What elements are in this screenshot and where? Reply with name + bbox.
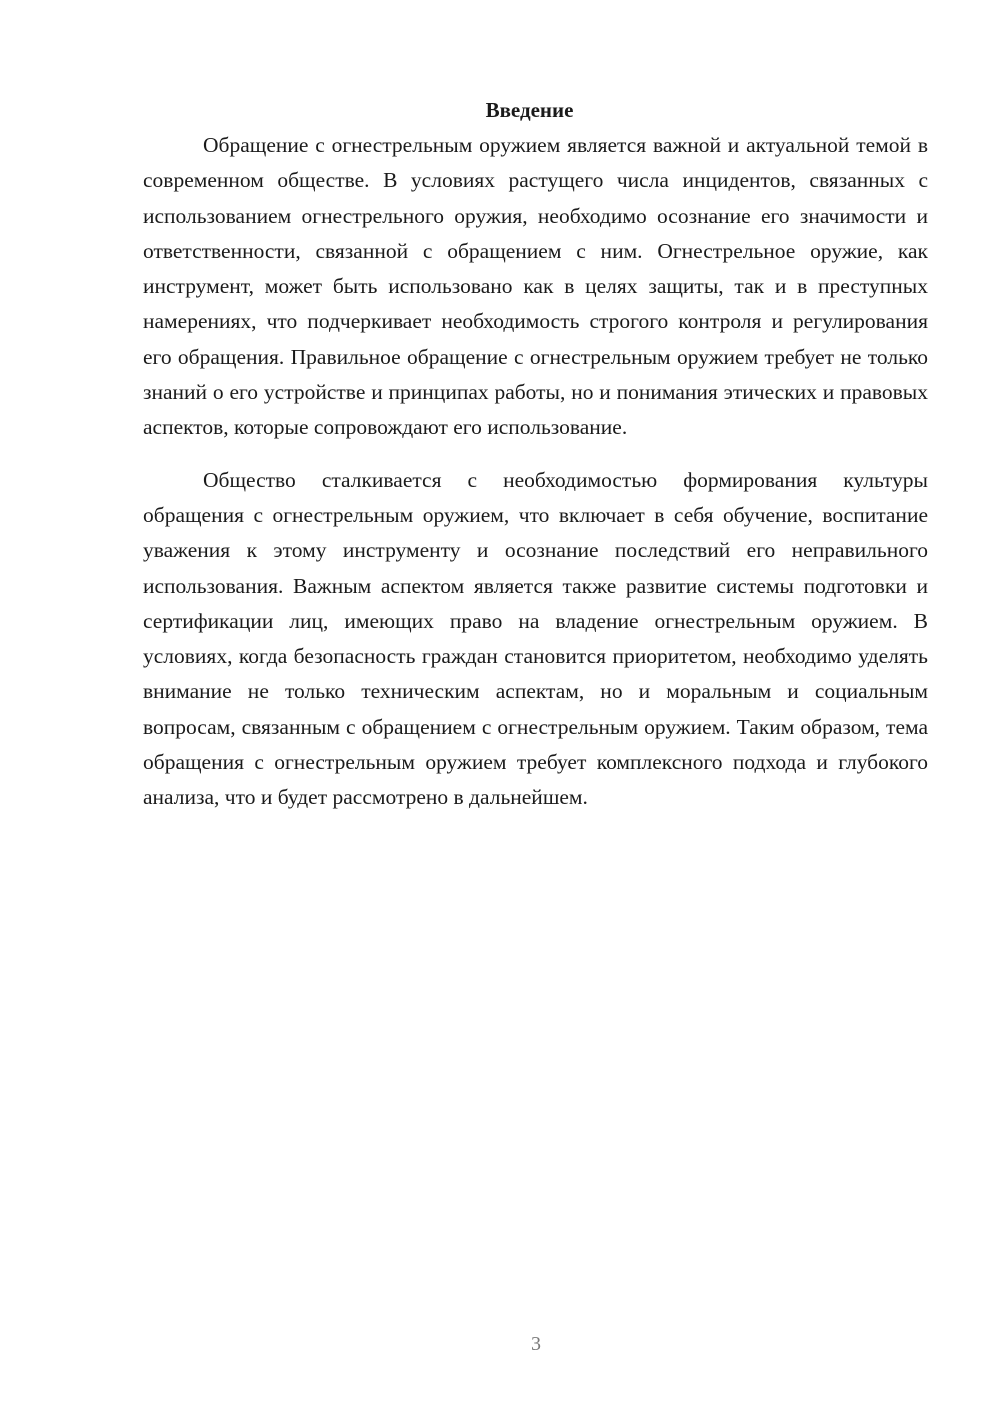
paragraph: Общество сталкивается с необходимостью формирования культуры обращения с огнестрельным оружием, что включает в себя обучение, воспитание уважения к этому инструменту и осознание последствий его неправильного использования. Важным аспектом является также развитие системы подготовки и сертификации лиц, имеющих право на владение огнестрельным оружием. В условиях, когда безопасность граждан становится приоритетом, необходимо уделять внимание не только техническим аспектам, но и моральным и социальным вопросам, связанным с обращением с огнестрельным оружием. Таким образом, тема обращения с огнестрельным оружием требует комплексного подхода и глубокого анализа, что и будет рассмотрено в дальнейшем. [143, 467, 928, 810]
section-title: Введение [485, 98, 574, 122]
page-content [143, 93, 928, 816]
page-number: 3 [531, 1333, 541, 1355]
paragraph: Обращение с огнестрельным оружием является важной и актуальной темой в современном обществе. В условиях растущего числа инцидентов, связанных с использованием огнестрельного оружия, необходимо осознание его значимости и ответственности, связанной с обращением с ним. Огнестрельное оружие, как инструмент, может быть использовано как в целях защиты, так и в преступных намерениях, что подчеркивает необходимость строгого контроля и регулирования его обращения. Правильное обращение с огнестрельным оружием требует не только знаний о его устройстве и принципах работы, но и понимания этических и правовых аспектов, которые сопровождают его использование. [143, 133, 928, 440]
